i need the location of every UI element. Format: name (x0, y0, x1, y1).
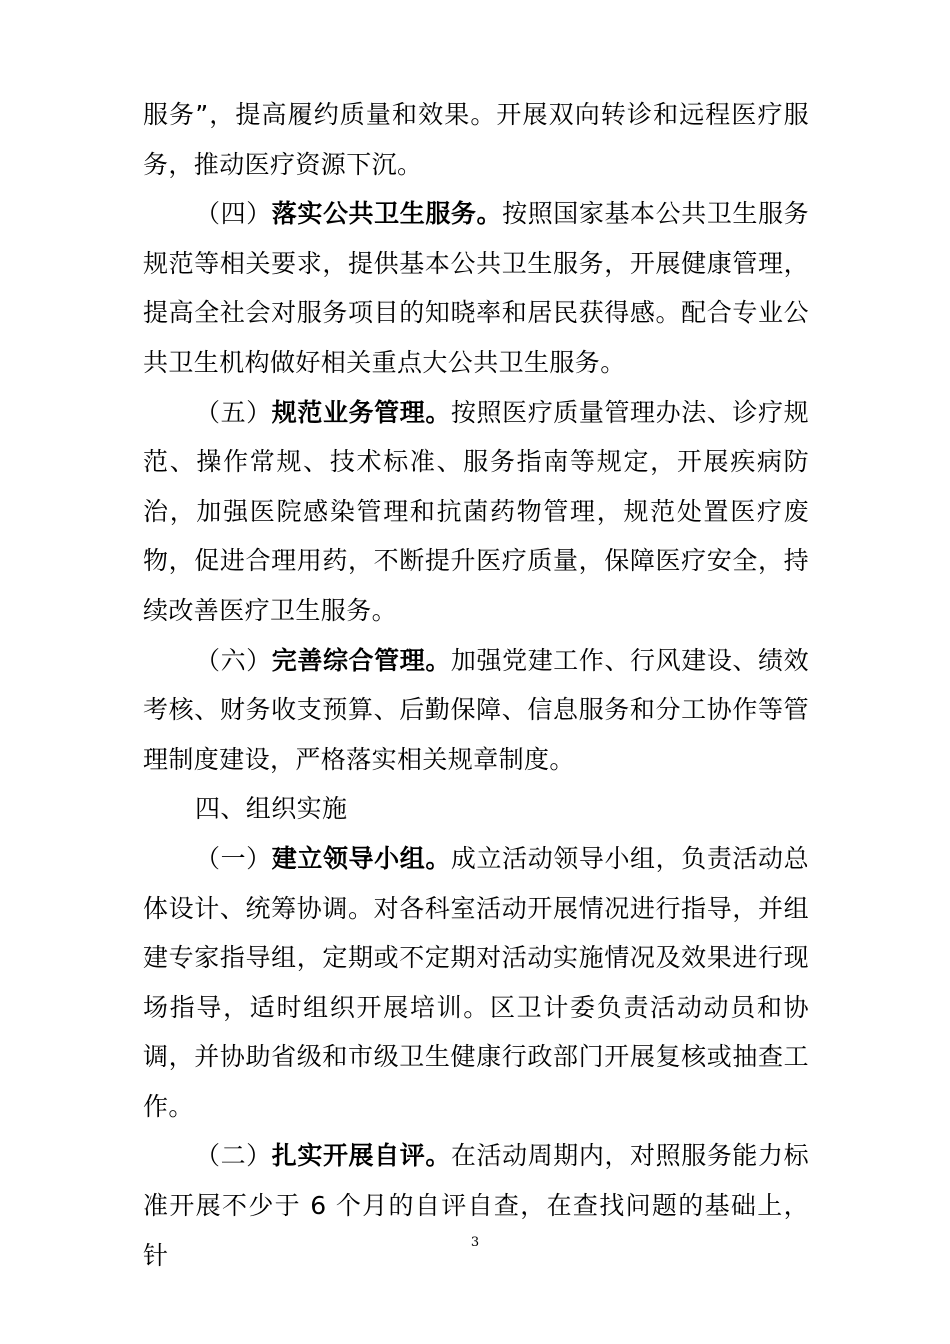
paragraph-number: （六） (195, 645, 272, 675)
paragraph-number: （一） (195, 843, 272, 873)
paragraph-business-management (143, 388, 809, 636)
page-number: 3 (470, 1235, 480, 1250)
paragraph-continuation (143, 90, 809, 189)
paragraph-heading: 建立领导小组。 (271, 843, 451, 873)
paragraph-text: 加强党建工作、行风建设、绩效考核、财务收支预算、后勤保障、信息服务和分工协作等管理制度建设，严格落实相关规章制度。 (143, 645, 809, 774)
paragraph-number: （二） (195, 1141, 272, 1171)
paragraph-text: 服务”，提高履约质量和效果。开展双向转诊和远程医疗服务，推动医疗资源下沉。 (143, 100, 809, 179)
paragraph-self-evaluation (143, 1131, 809, 1280)
paragraph-text: 在活动周期内，对照服务能力标准开展不少于 6 个月的自评自查，在查找问题的基础上，针 (143, 1141, 809, 1270)
paragraph-comprehensive-management (143, 636, 809, 785)
paragraph-heading: 完善综合管理。 (271, 645, 451, 675)
paragraph-text: 按照国家基本公共卫生服务规范等相关要求，提供基本公共卫生服务，开展健康管理，提高全社会对服务项目的知晓率和居民获得感。配合专业公共卫生机构做好相关重点大公共卫生服务。 (143, 199, 810, 377)
paragraph-heading: 扎实开展自评。 (271, 1141, 451, 1171)
paragraph-heading: 落实公共卫生服务。 (271, 199, 503, 229)
paragraph-public-health-services (143, 189, 809, 387)
paragraph-number: （四） (195, 199, 272, 229)
section-heading-text: 四、组织实施 (195, 794, 348, 824)
paragraph-number: （五） (195, 397, 272, 427)
paragraph-text: 按照医疗质量管理办法、诊疗规范、操作常规、技术标准、服务指南等规定，开展疾病防治，加强医院感染管理和抗菌药物管理，规范处置医疗废物，促进合理用药，不断提升医疗质量，保障医疗安全，持续改善医疗卫生服务。 (143, 397, 809, 625)
section-heading (143, 784, 809, 834)
paragraph-text: 成立活动领导小组，负责活动总体设计、统筹协调。对各科室活动开展情况进行指导，并组建专家指导组，定期或不定期对活动实施情况及效果进行现场指导，适时组织开展培训。区卫计委负责活动动员和协调，并协助省级和市级卫生健康行政部门开展复核或抽查工作。 (143, 843, 809, 1121)
body-text (143, 90, 809, 1280)
paragraph-leadership-group (143, 834, 809, 1132)
paragraph-heading: 规范业务管理。 (271, 397, 451, 427)
